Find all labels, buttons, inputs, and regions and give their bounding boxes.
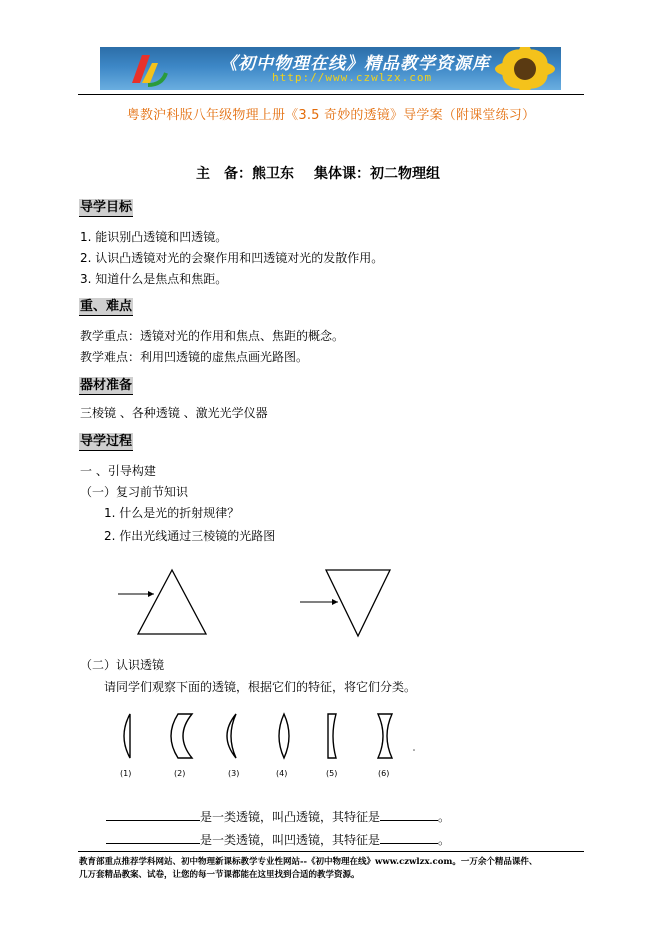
lens-heading: （二）认识透镜 <box>80 658 165 672</box>
logo-icon <box>128 51 168 87</box>
lens-2-concave-meniscus <box>171 714 192 758</box>
section-heading-goals: 导学目标 <box>80 200 133 215</box>
stray-dot <box>413 749 415 751</box>
sunflower-icon <box>493 47 557 90</box>
document-title: 粤教沪科版八年级物理上册《3.5 奇妙的透镜》导学案（附课堂练习） <box>126 108 536 123</box>
lens-label: (5) <box>326 769 338 778</box>
concave-blank-line <box>106 831 450 848</box>
section-heading-keypoints: 重、难点 <box>80 299 133 314</box>
blank-text: 是一类透镜，叫凹透镜，其特征是 <box>200 833 381 847</box>
ray-arrowhead <box>148 591 154 597</box>
ray-arrowhead <box>332 599 338 605</box>
banner-url[interactable]: http://www.czwlzx.com <box>272 71 433 84</box>
lens-1-plano-convex <box>124 714 130 758</box>
lens-label: (2) <box>174 769 186 778</box>
page-footer <box>79 856 589 882</box>
author-label: 主 备：熊卫东 <box>196 166 294 182</box>
answer-blank[interactable] <box>106 831 200 844</box>
review-question: 2. 作出光线通过三棱镜的光路图 <box>104 529 276 543</box>
lens-intro: 请同学们观察下面的透镜，根据它们的特征，将它们分类。 <box>104 680 417 694</box>
footer-rule <box>78 851 584 852</box>
footer-line: 教育部重点推荐学科网站、初中物理新课标教学专业性网站--《初中物理在线》www.czwlzx.com。一万余个精品课件、 <box>79 857 538 867</box>
lens-diagram <box>108 710 418 780</box>
lens-label: (4) <box>276 769 288 778</box>
prism-diagram <box>110 562 410 642</box>
lens-3-convex-meniscus <box>227 714 236 758</box>
lens-6-biconcave <box>378 714 392 758</box>
lens-label: (6) <box>378 769 390 778</box>
lens-label: (1) <box>120 769 132 778</box>
group-label: 集体课：初二物理组 <box>314 166 440 182</box>
footer-line: 几万套精品教案、试卷，让您的每一节课都能在这里找到合适的教学资源。 <box>79 870 360 880</box>
lens-5-plano-concave <box>328 714 336 758</box>
blank-text: 是一类透镜，叫凸透镜，其特征是 <box>200 810 381 824</box>
convex-blank-line <box>106 808 450 825</box>
answer-blank[interactable] <box>106 808 200 821</box>
review-heading: （一）复习前节知识 <box>80 485 189 499</box>
header-banner <box>100 47 561 90</box>
review-question: 1. 什么是光的折射规律？ <box>104 506 240 520</box>
equipment-list: 三棱镜 、各种透镜 、激光光学仪器 <box>80 406 268 420</box>
part-one-heading: 一 、引导构建 <box>80 464 156 478</box>
goal-item: 1. 能识别凸透镜和凹透镜。 <box>80 230 228 244</box>
lens-4-biconvex <box>279 714 289 758</box>
blank-text-end: 。 <box>438 833 451 847</box>
author-line <box>196 163 440 183</box>
goal-item: 3. 知道什么是焦点和焦距。 <box>80 272 228 286</box>
lens-label: (3) <box>228 769 240 778</box>
header-rule <box>78 94 584 95</box>
teaching-difficulty: 教学难点：利用凹透镜的虚焦点画光路图。 <box>80 350 309 364</box>
banner-title: 《初中物理在线》精品教学资源库 <box>220 54 490 74</box>
answer-blank[interactable] <box>380 831 438 844</box>
prism-triangle-up <box>138 570 206 634</box>
section-heading-equipment: 器材准备 <box>80 378 133 393</box>
section-heading-process: 导学过程 <box>80 434 133 449</box>
blank-text-end: 。 <box>438 810 451 824</box>
goal-item: 2. 认识凸透镜对光的会聚作用和凹透镜对光的发散作用。 <box>80 251 384 265</box>
answer-blank[interactable] <box>380 808 438 821</box>
teaching-focus: 教学重点：透镜对光的作用和焦点、焦距的概念。 <box>80 329 345 343</box>
